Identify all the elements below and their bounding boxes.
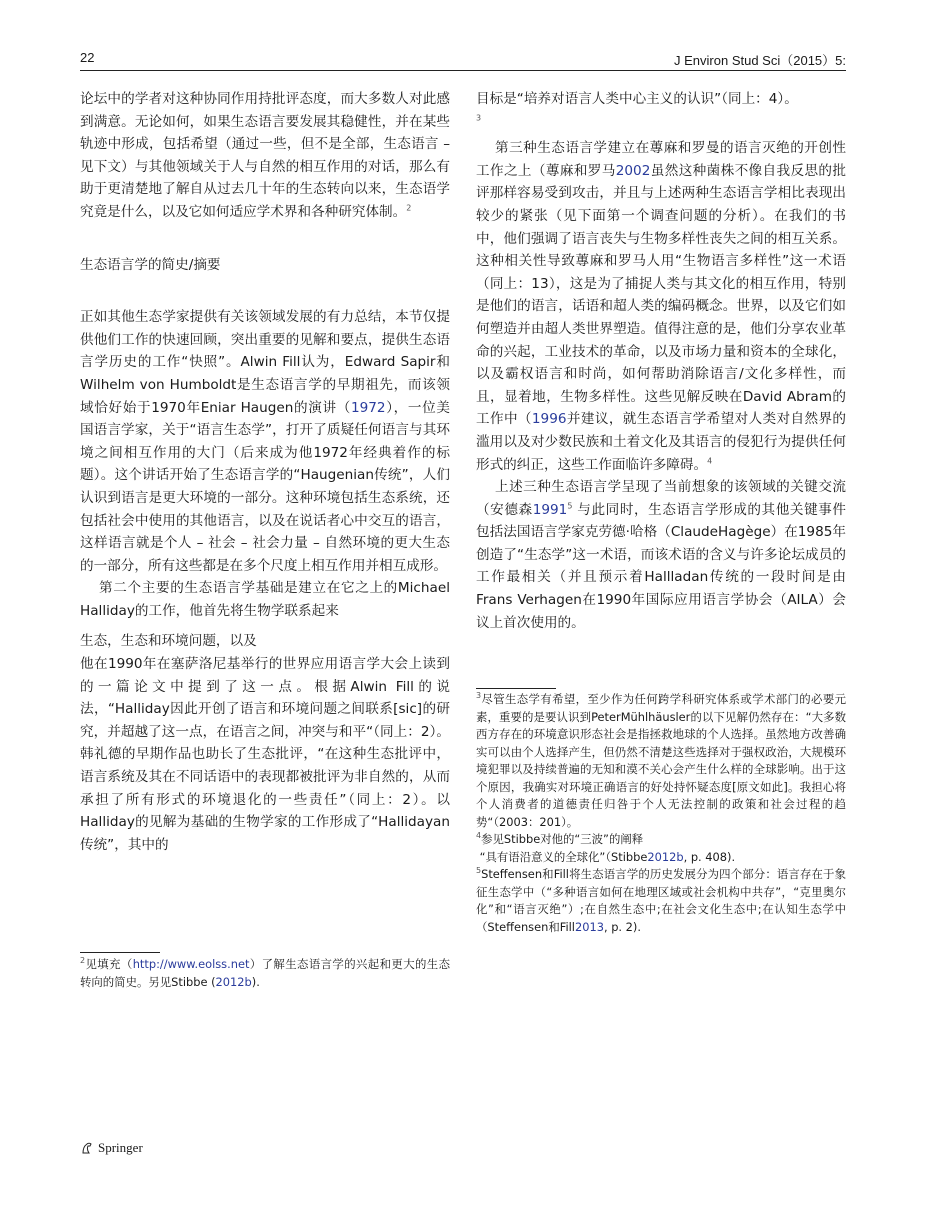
eolss-link[interactable]: http://www.eolss.net xyxy=(132,957,250,971)
left-paragraph-5: 他在1990年在塞萨洛尼基举行的世界应用语言学大会上读到的一篇论文中提到了这一点。根据Alwin Fill的说法，“Halliday因此开创了语言和环境问题之间联系[sic]的研究，并超越了这一点，在语言之间，冲突与和平“（同上：2）。韩礼德的早期作品也助长了生态批评，“在这种生态批评中，语言系统及其在不同话语中的表现都被批评为非自然的，从而承担了所有形式的环境退化的一些责任”（同上：2）。以Halliday的见解为基础的生物学家的工作形成了“Hallidayan传统”，其中的 xyxy=(80,656,450,853)
footnote-2: $^2$见填充（http://www.eolss.net）了解生态语言学的兴起和更大的生态转向的简史。另见Stibbe (2012b). xyxy=(80,956,450,989)
footnotes-right xyxy=(476,691,846,936)
publisher-footer xyxy=(80,1140,143,1156)
footnote-3: $^3$尽管生态学有希望，至少作为任何跨学科研究体系或学术部门的必要元素，重要的是要认识到PeterMühlhäusler的以下见解仍然存在：“大多数西方存在的环境意识形态社会是指拯救地球的个人选择。虽然地方改善确实可以由个人选择产生，但仍然不清楚这些选择对于强权政治，大规模环境犯罪以及持续普遍的无知和漠不关心会产生什么样的全球影响。出于这个原因，我确实对环境正确语言的好处持怀疑态度[原文如此]。我担心将个人消费者的道德责任归咎于个人无法控制的政策和社会过程的趋势“（2003：201）。 xyxy=(476,691,846,829)
footnotes-left xyxy=(80,956,450,991)
right-paragraph-2: 第三种生态语言学建立在蓴麻和罗曼的语言灭绝的开创性工作之上（蓴麻和罗马2002虽然这种菌株不像自我反思的批评那样容易受到攻击，并且与上述两种生态语言学相比表现出较少的紧张（见下面第一个调查问题的分析）。在我们的书中，他们强调了语言丧失与生物多样性丧失之间的相互关系。这种相关性导致蓴麻和罗马人用“生物语言多样性”这一术语（同上：13），这是为了捕捉人类与其文化的相互作用，特别是他们的语言，话语和超人类的编码概念。世界，以及它们如何塑造并由超人类世界塑造。值得注意的是，他们分享农业革命的兴起，工业技术的革命，以及市场力量和资本的全球化，以及霸权语言和时尚，如何帮助消除语言/文化多样性，而且，显着地，生物多样性。这些见解反映在David Abram的工作中（1996并建议，就生态语言学希望对人类对自然界的滥用以及对少数民族和土着文化及其语言的侵犯行为提供任何形式的纠正，这些工作面临许多障碍。$^4$ xyxy=(476,140,847,473)
right-paragraph-3: 上述三种生态语言学呈现了当前想象的该领域的关键交流（安德森1991$^5$ 与此同时，生态语言学形成的其他关键事件包括法国语言学家克劳德·哈格（ClaudeHagège）在1985年创造了“生态学”这一术语，而该术语的含义与许多论坛成员的工作最相关（并且预示着Hallladan传统的一段时间是由Frans Verhagen在1990年国际应用语言学协会（AILA）会议上首次使用的。 xyxy=(476,479,847,631)
right-paragraph-1: 目标是“培养对语言人类中心主义的认识”（同上：4）。 $^3$ xyxy=(476,91,798,123)
left-paragraph-4: 生态，生态和环境问题，以及 xyxy=(80,633,257,650)
citation-link-1991[interactable]: 1991 xyxy=(532,501,568,518)
left-paragraph-3: 第二个主要的生态语言学基础是建立在它之上的Michael Halliday的工作，他首先将生物学联系起来 xyxy=(80,580,450,619)
citation-link-2012b[interactable]: 2012b xyxy=(647,849,684,864)
left-column xyxy=(80,88,450,856)
footnote-ref-2[interactable]: 2 xyxy=(406,203,412,213)
section-heading: 生态语言学的简史/摘要 xyxy=(80,256,221,273)
running-header xyxy=(80,48,846,70)
citation-link-1996[interactable]: 1996 xyxy=(531,411,567,428)
page-number: 22 xyxy=(80,50,95,65)
publisher-name: Springer xyxy=(98,1140,143,1155)
citation-link-stibbe-2012b[interactable]: 2012b xyxy=(215,974,252,989)
citation-link-2013[interactable]: 2013 xyxy=(574,919,604,934)
footnote-5: $^5$Steffensen和Fill将生态语言学的历史发展分为四个部分：语言存在于象征生态学中（“多种语言如何在地理区域或社会机构中共存”，“克里奥尔化”和“语言灭绝”）;在自然生态中;在社会文化生态中;在认知生态学中（Steffensen和Fill2013, p. 2). xyxy=(476,866,846,934)
footnote-rule-right xyxy=(476,688,556,689)
footnote-ref-4[interactable]: 4 xyxy=(707,455,713,465)
footnote-4: $^4$参见Stibbe对他的“三波”的阐释 “具有语沿意义的全球化”（Stibbe2012b, p. 408). xyxy=(476,831,736,864)
footnote-rule-left xyxy=(80,952,160,953)
footnote-ref-5[interactable]: 5 xyxy=(567,501,573,511)
footnote-ref-3[interactable]: 3 xyxy=(476,113,482,123)
header-rule xyxy=(80,70,846,71)
springer-horse-icon xyxy=(80,1141,94,1155)
journal-reference: J Environ Stud Sci（2015）5: xyxy=(674,53,846,68)
right-column xyxy=(476,88,846,634)
left-paragraph-2: 正如其他生态学家提供有关该领域发展的有力总结，本节仅提供他们工作的快速回顾，突出重要的见解和要点，提供生态语言学历史的工作“快照”。Alwin Fill认为，Edward Sapir和Wilhelm von Humboldt是生态语言学的早期祖先，而该领域恰好始于1970年Eniar Haugen的演讲（1972），一位美国语言学家，关于“语言生态学”，打开了质疑任何语言与其环境之间相互作用的大门（后来成为他1972年经典着作的标题）。这个讲话开始了生态语言学的“Haugenian传统”，人们认识到语言是更大环境的一部分。这种环境包括生态系统，还包括社会中使用的其他语言，以及在说话者心中交互的语言，这样语言就是个人 – 社会 – 社会力量 – 自然环境的更大生态的一部分，所有这些都是在多个尺度上相互作用并相互成形。 xyxy=(80,309,451,574)
left-paragraph-1: 论坛中的学者对这种协同作用持批评态度，而大多数人对此感到满意。无论如何，如果生态语言要发展其稳健性，并在某些轨迹中形成，包括希望（通过一些，但不是全部，生态语言 – 见下文）与其他领域关于人与自然的相互作用的对话，那么有助于更清楚地了解自从过去几十年的生态转向以来，生态语学究竟是什么，以及它如何适应学术界和各种研究体制。$^2$ xyxy=(80,91,450,220)
citation-link-1972[interactable]: 1972 xyxy=(350,399,386,416)
citation-link-2002[interactable]: 2002 xyxy=(615,162,651,179)
